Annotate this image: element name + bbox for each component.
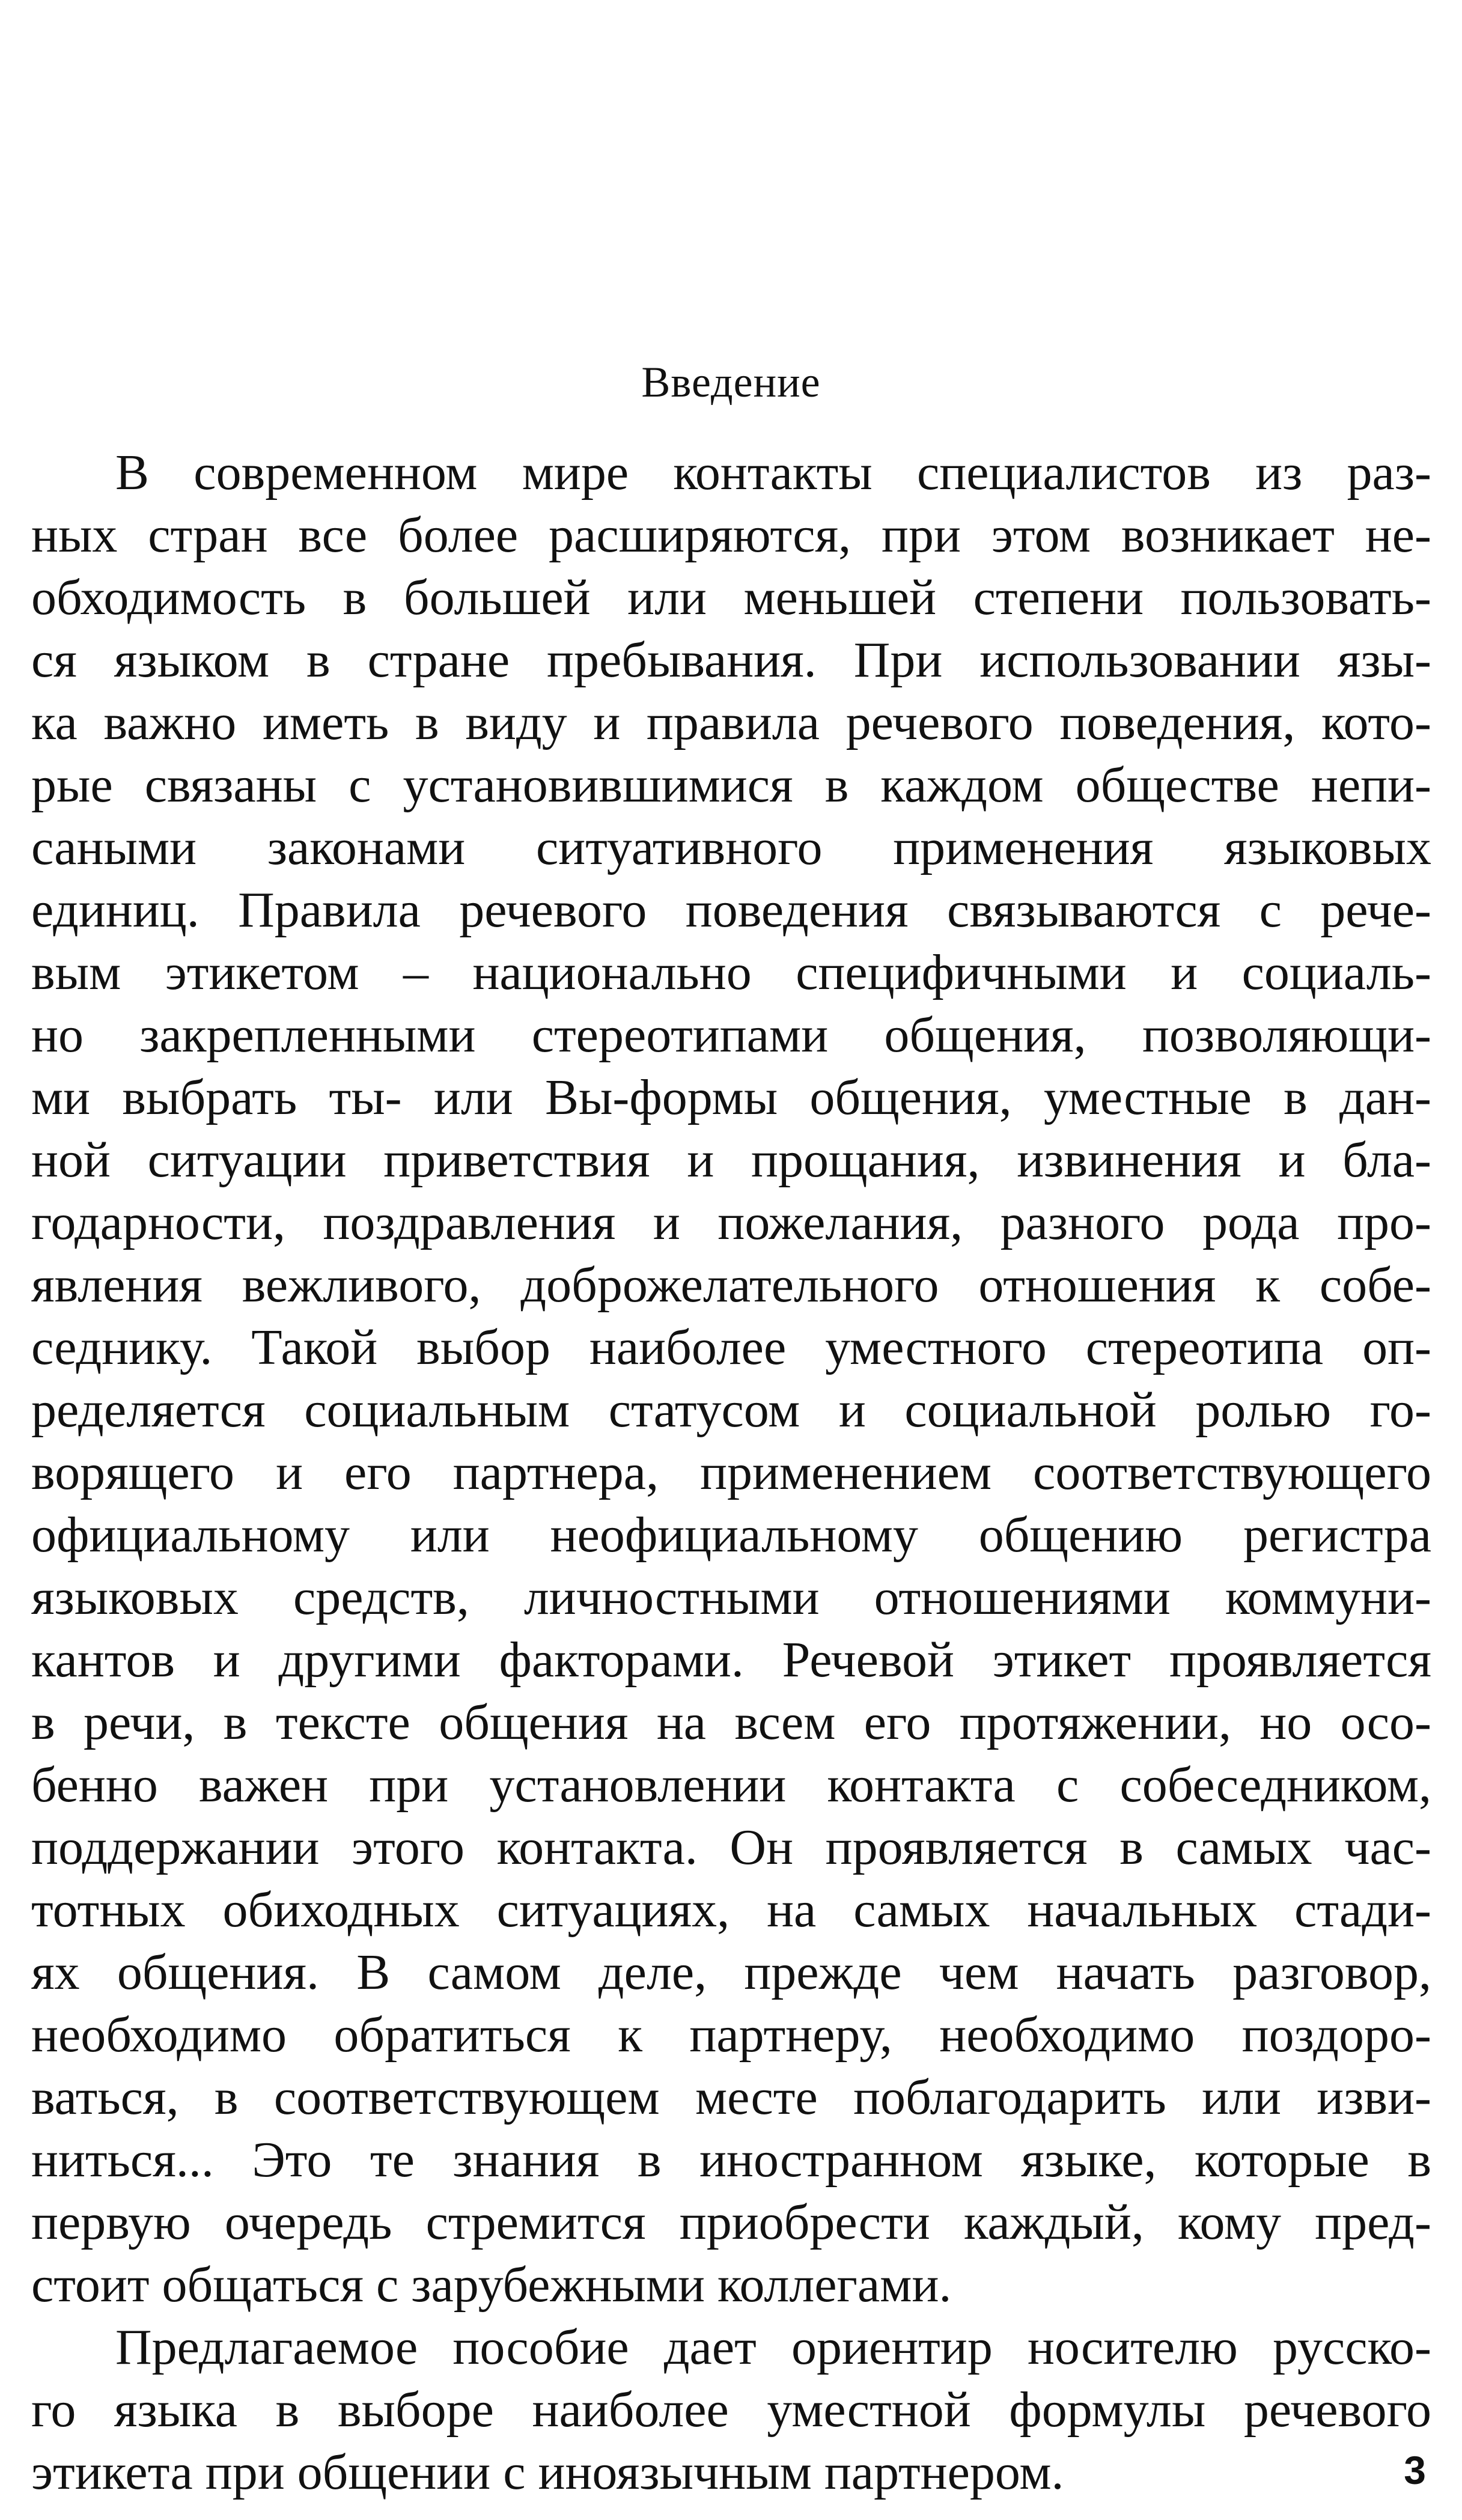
text-line: ных стран все более расширяются, при этом возникает не-: [31, 507, 1431, 563]
text-line: первую очередь стремится приобрести каждый, кому пред-: [31, 2194, 1431, 2250]
text-line: обходимость в большей или меньшей степени пользовать-: [31, 570, 1431, 625]
text-line: ся языком в стране пребывания. При использовании язы-: [31, 632, 1431, 688]
text-line: вым этикетом – национально специфичными и социаль-: [31, 945, 1431, 1000]
text-line: В современном мире контакты специалистов из раз-: [115, 445, 1431, 501]
text-line: ниться... Это те знания в иностранном языке, которые в: [31, 2132, 1431, 2188]
text-line: годарности, поздравления и пожелания, разного рода про-: [31, 1195, 1431, 1250]
text-line: седнику. Такой выбор наиболее уместного стереотипа оп-: [31, 1319, 1431, 1375]
text-line: но закрепленными стереотипами общения, позволяющи-: [31, 1007, 1431, 1063]
text-line: ной ситуации приветствия и прощания, извинения и бла-: [31, 1132, 1431, 1188]
text-line: Предлагаемое пособие дает ориентир носителю русско-: [115, 2319, 1431, 2375]
text-line: явления вежливого, доброжелательного отношения к собе-: [31, 1257, 1431, 1313]
text-line: ворящего и его партнера, применением соответствующего: [31, 1444, 1431, 1500]
text-line: единиц. Правила речевого поведения связываются с рече-: [31, 882, 1431, 938]
text-line: ределяется социальным статусом и социальной ролью го-: [31, 1382, 1431, 1438]
text-line: рые связаны с установившимися в каждом обществе непи-: [31, 757, 1431, 813]
text-line: ваться, в соответствующем месте поблагодарить или изви-: [31, 2069, 1431, 2125]
text-line: языковых средств, личностными отношениями коммуни-: [31, 1569, 1431, 1625]
text-line: этикета при общении с иноязычным партнером.: [31, 2444, 1064, 2500]
text-line: кантов и другими факторами. Речевой этикет проявляется: [31, 1632, 1431, 1688]
text-line: бенно важен при установлении контакта с собеседником,: [31, 1757, 1431, 1813]
text-line: ях общения. В самом деле, прежде чем начать разговор,: [31, 1944, 1431, 2000]
text-line: стоит общаться с зарубежными коллегами.: [31, 2257, 952, 2313]
text-line: в речи, в тексте общения на всем его протяжении, но осо-: [31, 1694, 1431, 1750]
paragraph-2: [31, 2316, 1431, 2504]
text-line: официальному или неофициальному общению регистра: [31, 1507, 1431, 1563]
text-line: поддержании этого контакта. Он проявляется в самых час-: [31, 1819, 1431, 1875]
page-number: 3: [1404, 2448, 1426, 2492]
text-line: ми выбрать ты- или Вы-формы общения, уместные в дан-: [31, 1070, 1431, 1125]
body-text: [31, 442, 1431, 2504]
text-line: необходимо обратиться к партнеру, необходимо поздоро-: [31, 2007, 1431, 2063]
text-line: го языка в выборе наиболее уместной формулы речевого: [31, 2382, 1431, 2438]
paragraph-1: [31, 442, 1431, 2316]
text-line: тотных обиходных ситуациях, на самых начальных стади-: [31, 1882, 1431, 1938]
text-line: саными законами ситуативного применения языковых: [31, 820, 1431, 875]
page-heading: Введение: [641, 358, 821, 406]
text-line: ка важно иметь в виду и правила речевого поведения, кото-: [31, 695, 1431, 750]
